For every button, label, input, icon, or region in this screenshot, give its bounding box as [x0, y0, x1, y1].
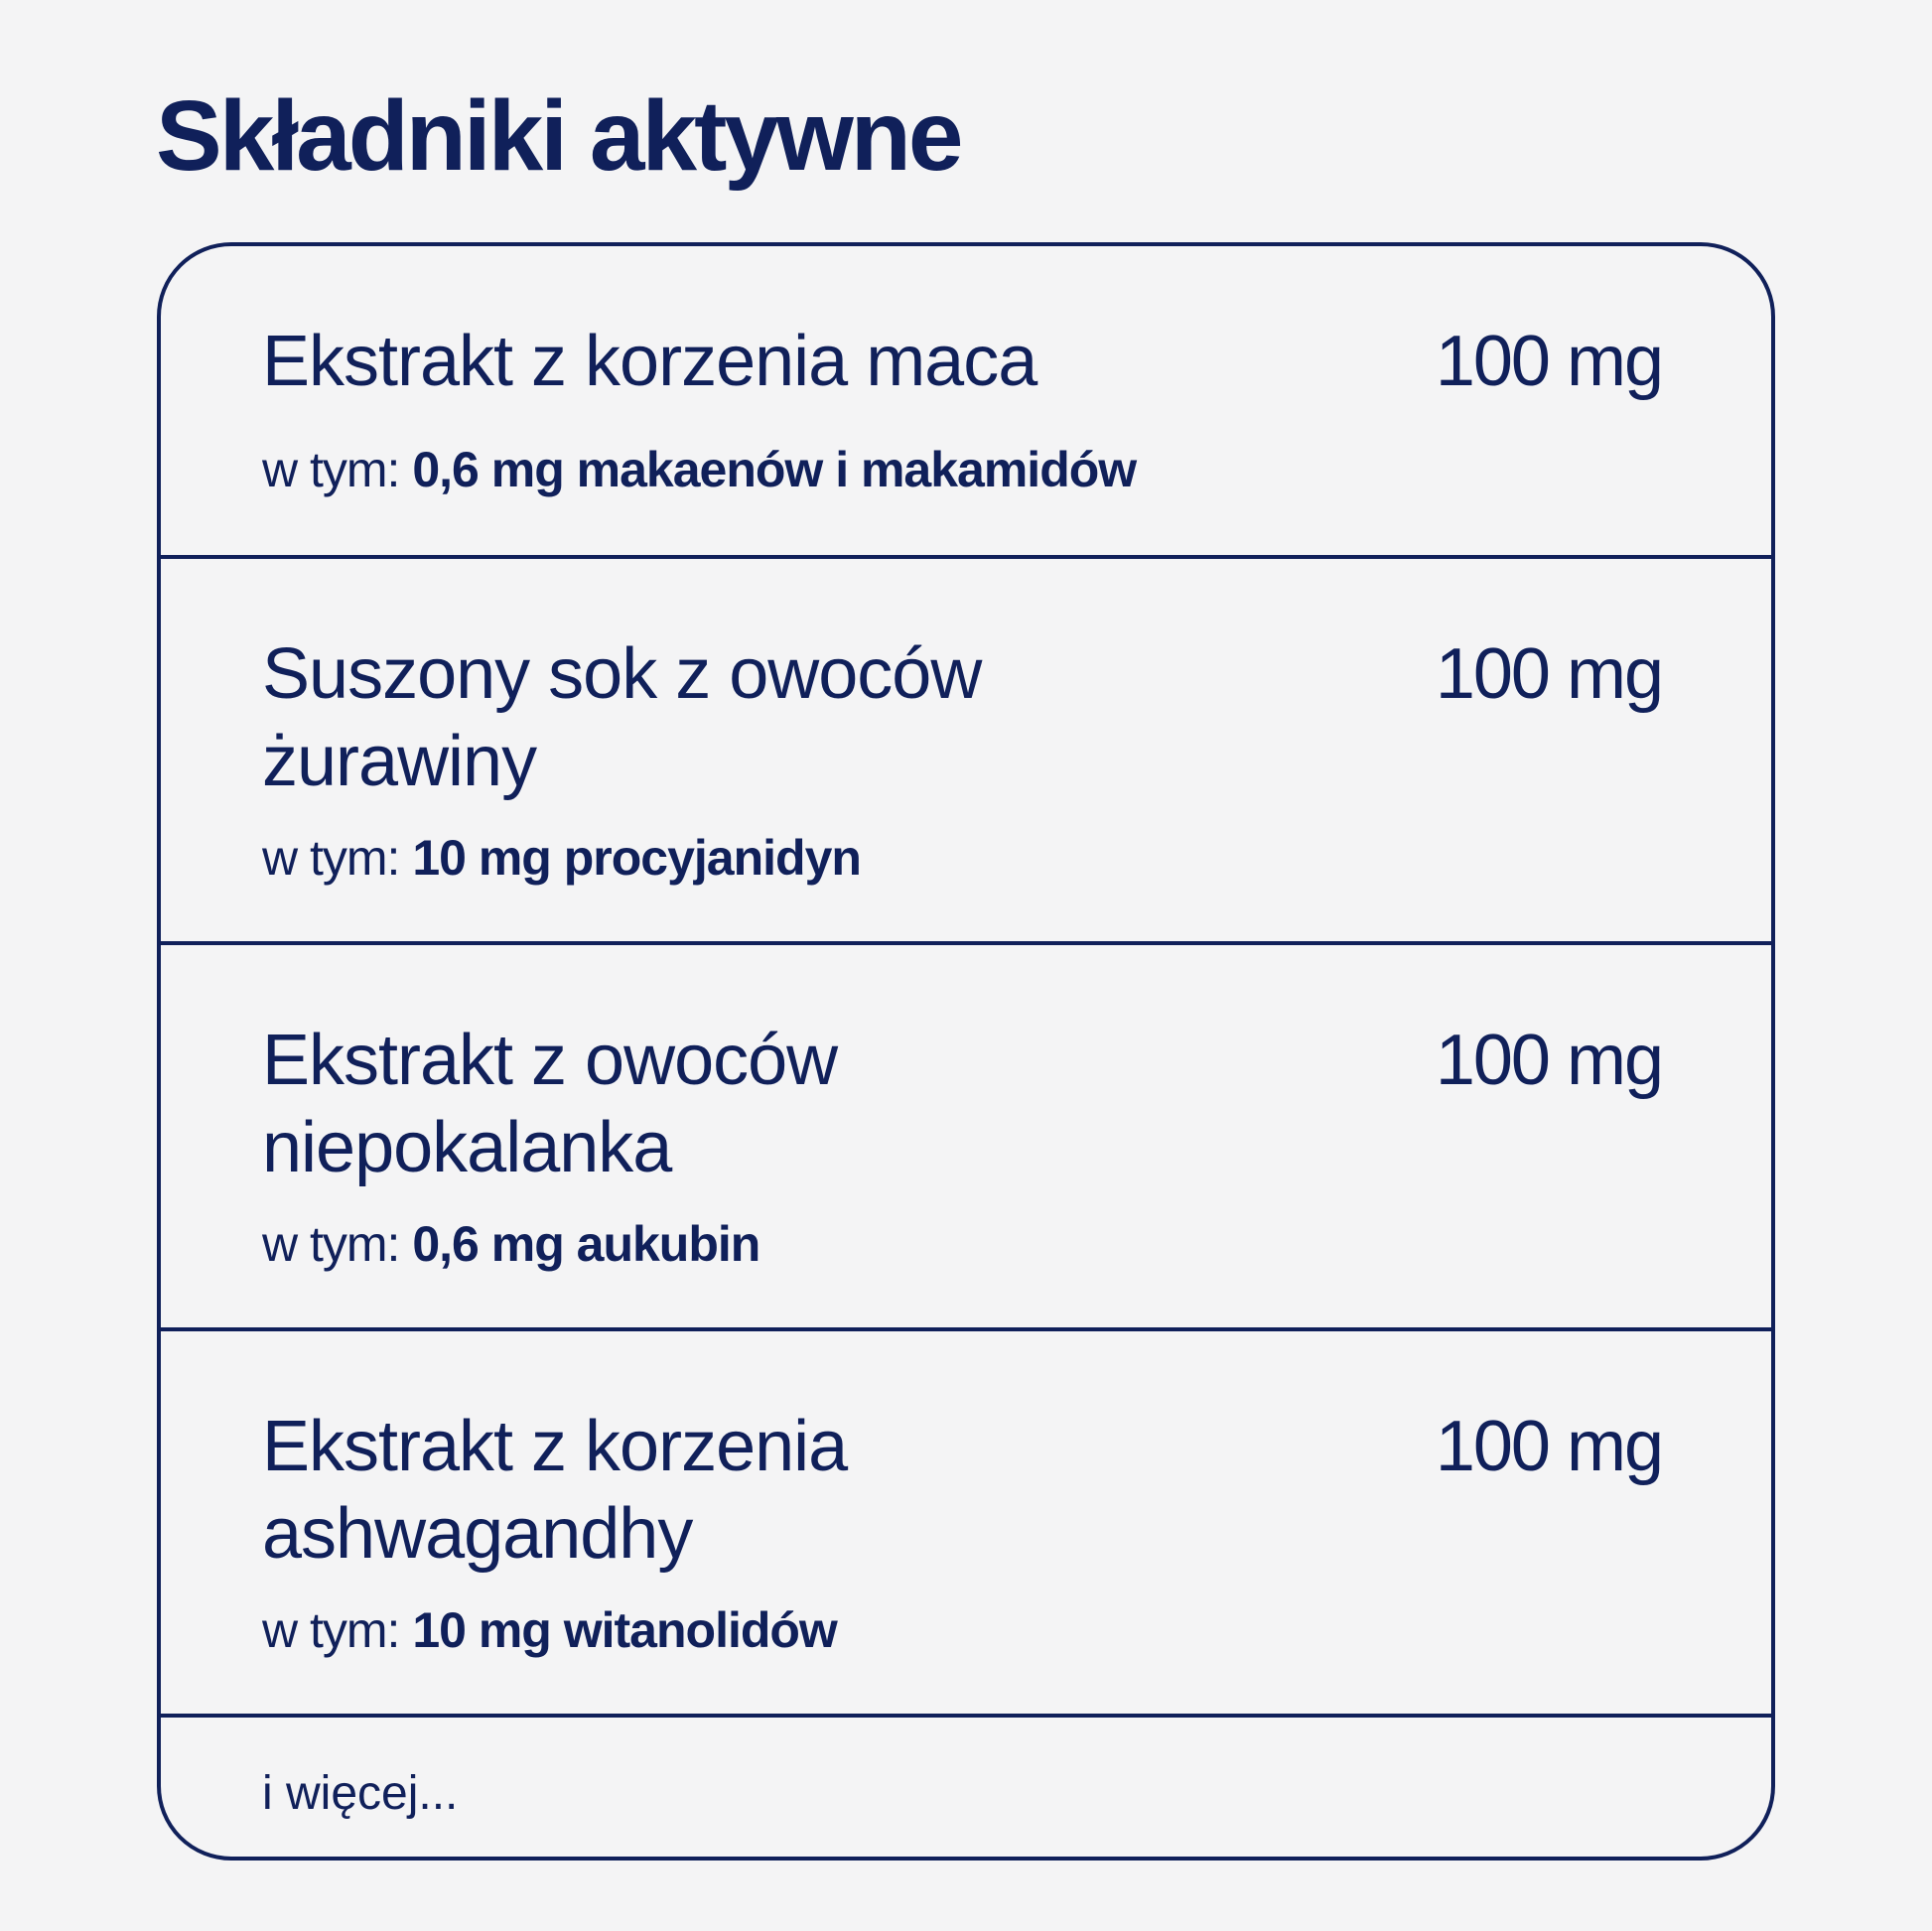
- more-row: [161, 1718, 1771, 1857]
- detail-prefix: w tym:: [262, 442, 400, 497]
- ingredient-name: Suszony sok z owoców żurawiny: [262, 634, 982, 801]
- ingredient-row: [161, 246, 1771, 559]
- detail-value: 10 mg witanolidów: [412, 1602, 837, 1658]
- ingredient-amount: 100 mg: [1435, 322, 1662, 401]
- ingredient-detail: [262, 828, 861, 888]
- detail-prefix: w tym:: [262, 1216, 400, 1272]
- detail-value: 10 mg procyjanidyn: [412, 830, 861, 886]
- ingredient-detail: [262, 1214, 759, 1274]
- ingredient-detail: [262, 440, 1136, 499]
- ingredient-amount: 100 mg: [1435, 634, 1662, 714]
- page-title: Składniki aktywne: [156, 80, 961, 192]
- ingredient-amount: 100 mg: [1435, 1407, 1662, 1486]
- ingredient-name: Ekstrakt z korzenia ashwagandhy: [262, 1407, 848, 1574]
- detail-value: 0,6 mg aukubin: [412, 1216, 760, 1272]
- detail-prefix: w tym:: [262, 1602, 400, 1658]
- ingredient-row: [161, 945, 1771, 1331]
- ingredient-row: [161, 1331, 1771, 1718]
- detail-prefix: w tym:: [262, 830, 400, 886]
- ingredient-amount: 100 mg: [1435, 1021, 1662, 1100]
- ingredient-detail: [262, 1600, 837, 1660]
- ingredient-name: Ekstrakt z owoców niepokalanka: [262, 1021, 838, 1187]
- ingredients-card: [157, 242, 1775, 1861]
- detail-value: 0,6 mg makaenów i makamidów: [412, 442, 1137, 497]
- more-label: i więcej...: [262, 1767, 459, 1820]
- ingredient-name: Ekstrakt z korzenia maca: [262, 322, 1037, 401]
- ingredient-row: [161, 559, 1771, 945]
